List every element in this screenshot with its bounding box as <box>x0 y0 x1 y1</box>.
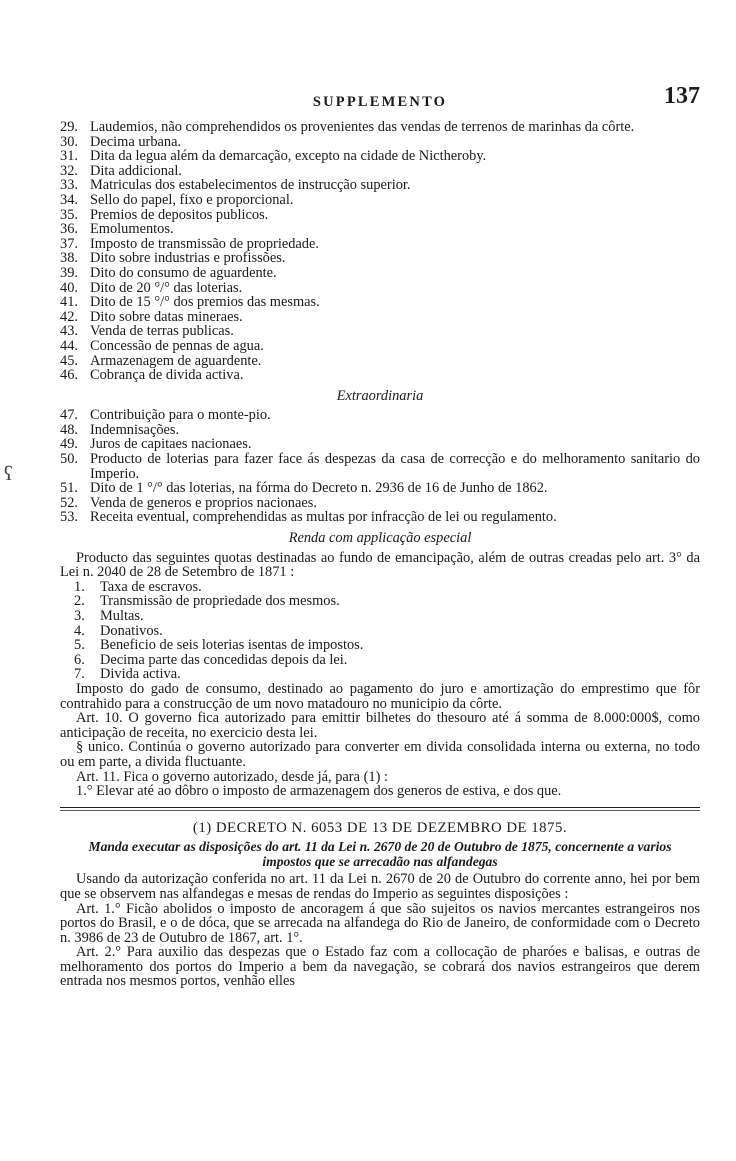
item-text: Armazenagem de aguardente. <box>90 352 262 369</box>
list-item <box>60 310 700 325</box>
page-number: 137 <box>664 83 700 109</box>
item-number: 49. <box>60 436 78 453</box>
ordinary-revenue-list <box>60 120 700 383</box>
decree-intro: Usando da autorização conferida no art. 11 da Lei n. 2670 de 20 de Outubro do corrente anno, hei por bem que se observem nas alfandegas e mesas de rendas do Imperio as seguintes disposições : <box>60 871 700 902</box>
section-heading-extraordinaria: Extraordinaria <box>336 387 424 404</box>
item-number: 44. <box>60 337 78 354</box>
decree-title: (1) DECRETO N. 6053 DE 13 DE DEZEMBRO DE 1875. <box>192 819 568 836</box>
item-text: Divida activa. <box>100 666 181 683</box>
page-body <box>60 120 700 989</box>
item-text: Indemnisações. <box>90 421 180 438</box>
list-item <box>60 295 700 310</box>
list-item <box>60 408 700 423</box>
list-item <box>60 609 700 624</box>
item-number: 3. <box>74 608 85 624</box>
decree-art-2: Art. 2.° Para auxilio das despezas que o Estado faz com a collocação de pharóes e balisas, e outras de melhoramento dos portos do Imperio a bem da navegação, se cobrará dos navios estrangeiros que derem entrada nos mesmos portos, venhão elles <box>60 944 700 990</box>
list-item <box>60 594 700 609</box>
item-number: 36. <box>60 221 78 238</box>
item-number: 50. <box>60 451 78 468</box>
item-text: Decima parte das concedidas depois da lei. <box>100 651 348 668</box>
item-number: 38. <box>60 250 78 267</box>
item-text: Concessão de pennas de agua. <box>90 337 264 354</box>
list-item <box>60 653 700 668</box>
footnote-rule-thin <box>60 810 700 811</box>
item-text: Dito de 15 °/° dos premios das mesmas. <box>90 294 320 311</box>
renda-intro: Producto das seguintes quotas destinadas ao fundo de emancipação, além de outras creadas pelo art. 3° da Lei n. 2040 de 28 de Setembro de 1871 : <box>60 549 700 581</box>
item-text: Donativos. <box>100 622 163 639</box>
item-text: Juros de capitaes nacionaes. <box>90 436 252 453</box>
item-text: Taxa de escravos. <box>100 578 202 595</box>
extraordinary-revenue-list <box>60 408 700 525</box>
item-text: Dito sobre industrias e profissões. <box>90 250 286 267</box>
item-text: Sello do papel, fixo e proporcional. <box>90 191 294 208</box>
list-item <box>60 437 700 452</box>
art-10-sole-paragraph: § unico. Continúa o governo autorizado para converter em divida consolidada interna ou externa, no todo ou em parte, a divida fluctuante. <box>60 739 700 770</box>
item-text: Dito de 20 °/° das loterias. <box>90 279 243 296</box>
item-number: 51. <box>60 480 78 497</box>
item-text: Dito sobre datas mineraes. <box>90 308 243 325</box>
list-item <box>60 120 700 135</box>
list-item <box>60 193 700 208</box>
footnote-rule <box>60 807 700 808</box>
item-text: Beneficio de seis loterias isentas de impostos. <box>100 637 364 654</box>
item-text: Decima urbana. <box>90 133 182 150</box>
item-number: 2. <box>74 593 85 610</box>
list-item <box>60 178 700 193</box>
item-text: Imposto de transmissão de propriedade. <box>90 235 319 252</box>
item-number: 40. <box>60 279 78 296</box>
item-number: 43. <box>60 323 78 340</box>
item-number: 5. <box>74 637 85 654</box>
item-text: Receita eventual, comprehendidas as multas por infracção de lei ou regulamento. <box>90 509 557 526</box>
list-item <box>60 281 700 296</box>
section-heading-renda: Renda com applicação especial <box>288 530 472 547</box>
imposto-gado-paragraph: Imposto do gado de consumo, destinado ao pagamento do juro e amortização do emprestimo que fôr contrahido para a construcção de um novo matadouro no municipio da côrte. <box>60 680 700 712</box>
item-text: Dita da legua além da demarcação, excepto na cidade de Nictheroby. <box>90 148 487 165</box>
list-item <box>60 368 700 383</box>
list-item <box>60 208 700 223</box>
item-number: 30. <box>60 133 78 150</box>
item-text: Matriculas dos estabelecimentos de instrucção superior. <box>90 177 411 194</box>
item-text: Transmissão de propriedade dos mesmos. <box>100 593 340 610</box>
item-text: Venda de terras publicas. <box>90 323 234 340</box>
page-header <box>60 83 700 113</box>
art-11-item-1: 1.° Elevar até ao dôbro o imposto de armazenagem dos generos de estiva, e dos que. <box>76 783 562 800</box>
list-item <box>60 638 700 653</box>
item-number: 1. <box>74 578 85 595</box>
item-text: Dita addicional. <box>90 162 182 179</box>
item-number: 32. <box>60 162 78 179</box>
item-number: 35. <box>60 206 78 223</box>
item-text: Dito do consumo de aguardente. <box>90 264 277 281</box>
list-item <box>60 423 700 438</box>
item-number: 39. <box>60 264 78 281</box>
item-text: Laudemios, não comprehendidos os provenientes das vendas de terrenos de marinhas da côrte. <box>90 119 635 135</box>
item-number: 41. <box>60 294 78 311</box>
list-item <box>60 510 700 525</box>
list-item <box>60 354 700 369</box>
list-item <box>60 135 700 150</box>
item-text: Multas. <box>100 608 144 624</box>
list-item <box>60 481 700 496</box>
item-number: 46. <box>60 367 78 384</box>
item-number: 33. <box>60 177 78 194</box>
art-10-paragraph: Art. 10. O governo fica autorizado para emittir bilhetes do thesouro até á somma de 8.000:000$, como anticipação de receita, no exercicio desta lei. <box>60 710 700 741</box>
list-item <box>60 324 700 339</box>
item-number: 52. <box>60 494 78 511</box>
margin-mark-icon: ʕ <box>4 463 13 485</box>
renda-list <box>60 580 700 682</box>
item-number: 7. <box>74 666 85 683</box>
list-item <box>60 266 700 281</box>
item-number: 42. <box>60 308 78 325</box>
list-item <box>60 452 700 481</box>
item-text: Producto de loterias para fazer face ás despezas da casa de correcção e do melhoramento sanitario do Imperio. <box>90 451 700 482</box>
item-number: 31. <box>60 148 78 165</box>
running-title: SUPPLEMENTO <box>312 94 448 110</box>
art-11-paragraph: Art. 11. Fica o governo autorizado, desde já, para (1) : <box>76 768 388 785</box>
item-text: Premios de depositos publicos. <box>90 206 269 223</box>
item-number: 4. <box>74 622 85 639</box>
list-item <box>60 222 700 237</box>
decree-subtitle: Manda executar as disposições do art. 11 da Lei n. 2670 de 20 de Outubro de 1875, concernente a varios impostos que se arrecadão nas alfandegas <box>88 839 672 870</box>
item-number: 29. <box>60 119 78 135</box>
list-item <box>60 580 700 595</box>
item-number: 6. <box>74 651 85 668</box>
item-number: 48. <box>60 421 78 438</box>
item-text: Venda de generos e proprios nacionaes. <box>90 494 317 511</box>
list-item <box>60 237 700 252</box>
list-item <box>60 624 700 639</box>
list-item <box>60 251 700 266</box>
list-item <box>60 149 700 164</box>
item-number: 34. <box>60 191 78 208</box>
item-number: 45. <box>60 352 78 369</box>
list-item <box>60 667 700 682</box>
list-item <box>60 496 700 511</box>
decree-art-1: Art. 1.° Ficão abolidos o imposto de ancoragem á que são sujeitos os navios mercantes estrangeiros nos portos do Brasil, e o de dóca, que se arrecada na alfandega do Rio de Janeiro, de conformidade com o Decreto n. 3986 de 23 de Outubro de 1867, art. 1°. <box>60 900 700 946</box>
item-number: 53. <box>60 509 78 526</box>
list-item <box>60 339 700 354</box>
item-text: Dito de 1 °/° das loterias, na fórma do Decreto n. 2936 de 16 de Junho de 1862. <box>90 480 548 497</box>
item-text: Cobrança de divida activa. <box>90 367 244 384</box>
item-number: 47. <box>60 407 78 424</box>
item-number: 37. <box>60 235 78 252</box>
list-item <box>60 164 700 179</box>
item-text: Contribuição para o monte-pio. <box>90 407 271 424</box>
item-text: Emolumentos. <box>90 221 174 238</box>
